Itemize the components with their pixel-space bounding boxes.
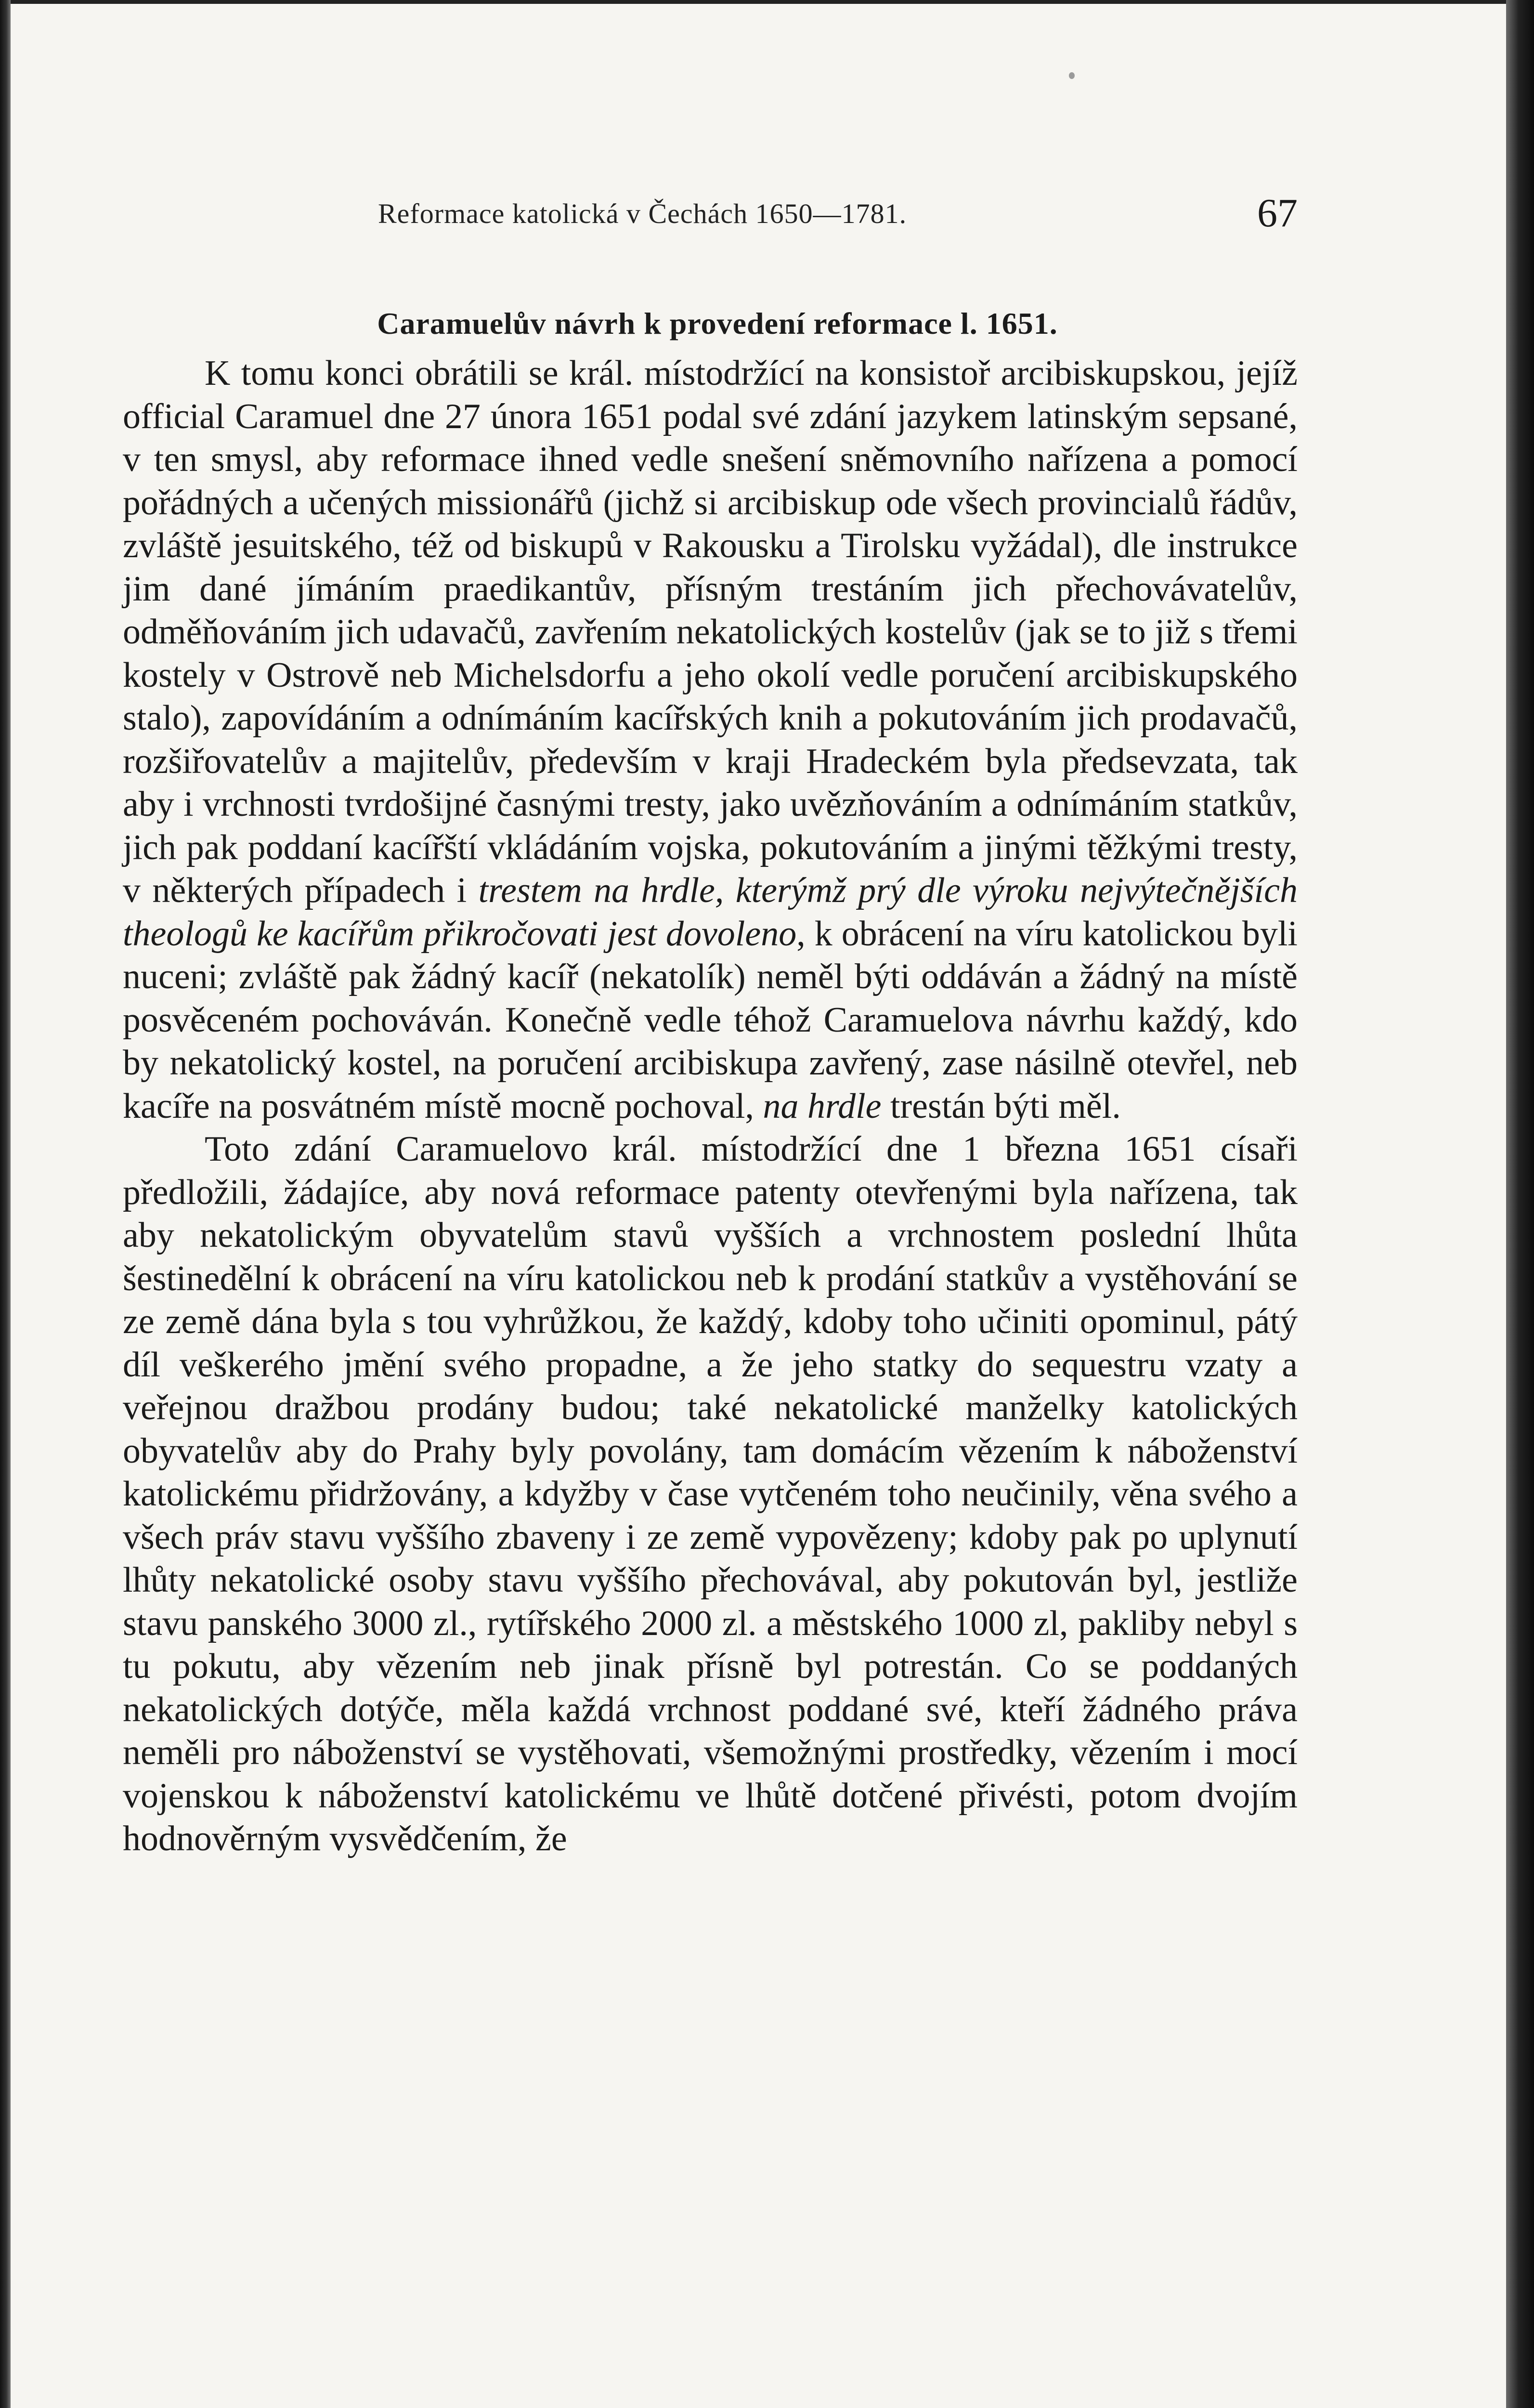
- italic-run: na hrdle: [763, 1086, 882, 1126]
- text-run: Toto zdání Caramuelovo král. místodržící dne 1 března 1651 císaři předložili, žádajíce, aby nová reformace patenty otevřenými byla nařízena, tak aby nekatolickým obyvatelům stavů vyšších a vrchnostem poslední lhůta šestinedělní k obrácení na víru katolickou neb k prodání statkův a vystěhování se ze země dána byla s tou vyhrůžkou, že každý, kdoby toho učiniti opominul, pátý díl veškerého jmění svého propadne, a že jeho statky do sequestru vzaty a veřejnou dražbou prodány budou; také nekatolické manželky katolických obyvatelův aby do Prahy byly povolány, tam domácím vězením k náboženství katolickému přidržovány, a kdyžby v čase vytčeném toho neučinily, věna svého a všech práv stavu vyššího zbaveny i ze země vypovězeny; kdoby pak po uplynutí lhůty nekatolické osoby stavu vyššího přechovával, aby pokutován byl, jestliže stavu panského 3000 zl., rytířského 2000 zl. a městského 1000 zl, pakliby nebyl s tu pokutu, aby vězením neb jinak přísně byl potrestán. Co se poddaných nekatolických dotýče, měla každá vrchnost poddané své, kteří žádného práva neměli pro náboženství se vystěhovati, všemožnými prostředky, vězením i mocí vojenskou k náboženství katolickému ve lhůtě dotčené přivésti, potom dvojím hodnověrným vysvědčením, že: [123, 1129, 1298, 1858]
- running-head: [123, 191, 1298, 250]
- scan-edge-right: [1506, 0, 1534, 2408]
- page-number: 67: [1257, 191, 1298, 236]
- section-heading: Caramuelův návrh k provedení reformace l. 1651.: [377, 306, 1058, 340]
- scan-edge-top: [0, 0, 1534, 4]
- running-head-title: Reformace katolická v Čechách 1650—1781.: [378, 198, 907, 229]
- text-run: K tomu konci obrátili se král. místodržící na konsistoř arcibiskupskou, jejíž official Caramuel dne 27 února 1651 podal své zdání jazykem latinským sepsané, v ten smysl, aby reformace ihned vedle snešení sněmovního nařízena a pomocí pořádných a učených missionářů (jichž si arcibiskup ode všech provincialů řádův, zvláště jesuitského, též od biskupů v Rakousku a Tirolsku vyžádal), dle instrukce jim dané jímáním praedikantův, přísným trestáním jich přechovávatelův, odměňováním jich udavačů, zavřením nekatolických kostelův (jak se to již s třemi kostely v Ostrově neb Michelsdorfu a jeho okolí vedle poručení arcibiskupského stalo), zapovídáním a odnímáním kacířských knih a pokutováním jich prodavačů, rozšiřovatelův a majitelův, především v kraji Hradeckém byla předsevzata, tak aby i vrchnosti tvrdošijné časnými tresty, jako uvězňováním a odnímáním statkův, jich pak poddaní kacířští vkládáním vojska, pokutováním a jinými těžkými tresty, v některých případech i: [123, 353, 1298, 910]
- paragraph: [123, 1128, 1298, 1861]
- text-run: , k obrácení na víru katolickou byli nuceni; zvláště pak žádný kacíř (nekatolík) neměl býti oddáván a žádný na místě posvěceném pochováván. Konečně vedle téhož Caramuelova návrhu každý, kdo by nekatolický kostel, na poručení arcibiskupa zavřený, zase násilně otevřel, neb kacíře na posvátném místě mocně pochoval,: [123, 914, 1298, 1126]
- paper-speck: [1069, 72, 1075, 79]
- body-text: [123, 352, 1298, 1861]
- italic-run: trestem na hrdle, kterýmž prý dle výroku nejvýtečnějších theologů ke kacířům přikročovati jest dovoleno: [123, 871, 1298, 954]
- text-run: trestán býti měl.: [881, 1086, 1121, 1126]
- scan-edge-left: [0, 0, 11, 2408]
- paragraph: [123, 352, 1298, 1128]
- book-page: [123, 191, 1298, 1861]
